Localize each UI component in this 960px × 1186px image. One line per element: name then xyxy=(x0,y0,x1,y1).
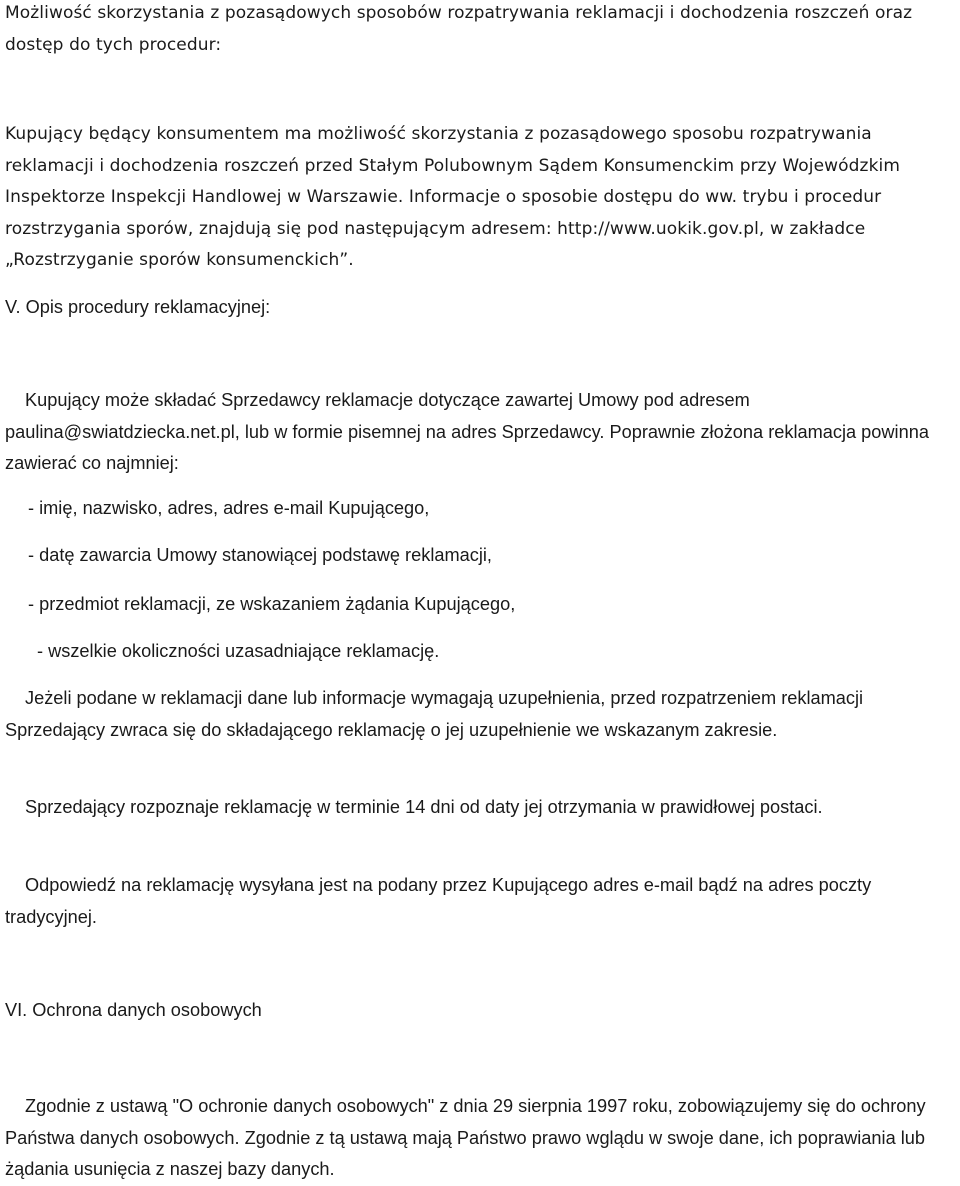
paragraph-supplement: Jeżeli podane w reklamacji dane lub informacje wymagają uzupełnienia, przed rozpatrzeniem reklamacji Sprzedający zwraca się do składającego reklamację o jej uzupełnienie we wskazanym zakresie. xyxy=(5,688,864,740)
intro-heading: Możliwość skorzystania z pozasądowych sposobów rozpatrywania reklamacji i dochodzenia roszczeń oraz dostęp do tych procedur: xyxy=(5,3,913,55)
intro-paragraph: Kupujący będący konsumentem ma możliwość skorzystania z pozasądowego sposobu rozpatrywania reklamacji i dochodzenia roszczeń przed Stałym Polubownym Sądem Konsumenckim przy Wojewódzkim Inspektorze Inspekcji Handlowej w Warszawie. Informacje o sposobie dostępu do ww. trybu i procedur rozstrzygania sporów, znajdują się pod następującym adresem: http://www.uokik.gov.pl, w zakładce „Rozstrzyganie sporów konsumenckich”. xyxy=(5,124,901,270)
paragraph-response: Odpowiedź na reklamację wysyłana jest na podany przez Kupującego adres e-mail bądź na adres poczty tradycyjnej. xyxy=(5,875,872,927)
list-item-buyer-details: - imię, nazwisko, adres, adres e-mail Kupującego, xyxy=(28,498,430,518)
section-v-heading: V. Opis procedury reklamacyjnej: xyxy=(5,297,271,317)
paragraph-deadline: Sprzedający rozpoznaje reklamację w terminie 14 dni od daty jej otrzymania w prawidłowej postaci. xyxy=(25,797,823,817)
section-vi-heading: VI. Ochrona danych osobowych xyxy=(5,1000,262,1020)
list-item-complaint-subject: - przedmiot reklamacji, ze wskazaniem żądania Kupującego, xyxy=(28,594,516,614)
list-item-circumstances: - wszelkie okoliczności uzasadniające reklamację. xyxy=(37,641,440,661)
list-item-contract-date: - datę zawarcia Umowy stanowiącej podstawę reklamacji, xyxy=(28,545,492,565)
section-v-paragraph: Kupujący może składać Sprzedawcy reklamacje dotyczące zawartej Umowy pod adresem paulina@swiatdziecka.net.pl, lub w formie pisemnej na adres Sprzedawcy. Poprawnie złożona reklamacja powinna zawierać co najmniej: xyxy=(5,390,929,473)
section-vi-paragraph: Zgodnie z ustawą "O ochronie danych osobowych" z dnia 29 sierpnia 1997 roku, zobowiązujemy się do ochrony Państwa danych osobowych. Zgodnie z tą ustawą mają Państwo prawo wglądu w swoje dane, ich poprawiania lub żądania usunięcia z naszej bazy danych. xyxy=(5,1096,926,1179)
